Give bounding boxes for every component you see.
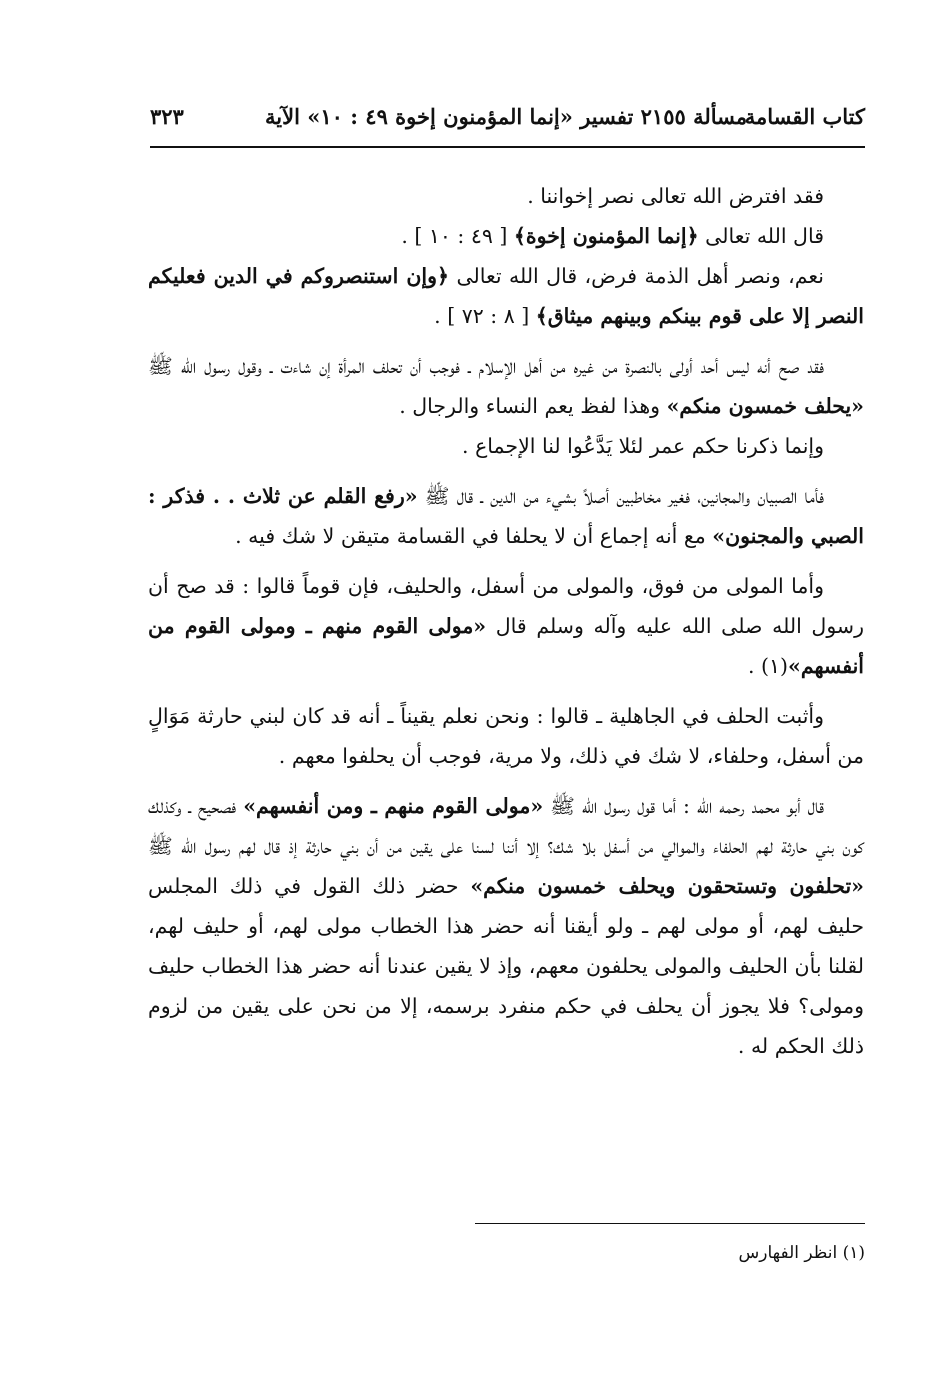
text-run: وهذا لفظ يعم النساء والرجال . xyxy=(399,394,667,418)
header-divider xyxy=(150,146,865,148)
text-run: نعم، ونصر أهل الذمة فرض، قال الله تعالى xyxy=(449,264,825,288)
text-run: وأثبت الحلف في الجاهلية ـ قالوا : ونحن نعلم يقيناً ـ أنه قد كان لبني حارثة مَوَالٍ من أسفل، وحلفاء، لا شك في ذلك، ولا مرية، فوجب أن يحلفوا معهم . xyxy=(148,704,864,768)
paragraph xyxy=(148,696,864,776)
text-run: [ ٨ : ٧٢ ] . xyxy=(434,304,536,328)
text-run: حضر ذلك القول في ذلك المجلس حليف لهم، أو مولى لهم ـ ولو أيقنا أنه حضر هذا الخطاب مولى لهم، أو حليف لهم، لقلنا بأن الحليف والمولى يحلفون معهم، وإذ لا يقين عندنا أنه حضر هذا الخطاب حليف ومولى؟ فلا يجوز أن يحلف في حكم منفرد برسمه، إلا من نحن على يقين من لزوم ذلك الحكم له . xyxy=(148,874,864,1058)
text-run: قال الله تعالى xyxy=(698,224,824,248)
paragraph xyxy=(148,216,864,256)
quoted-text: ﴿وإن استنصروكم في الدين فعليكم النصر إلا على قوم بينكم وبينهم ميثاق﴾ xyxy=(148,264,864,328)
paragraph xyxy=(148,786,864,1066)
paragraph xyxy=(148,176,864,216)
text-run: [ ٤٩ : ١٠ ] . xyxy=(401,224,514,248)
paragraph xyxy=(148,426,864,466)
text-run: (١) . xyxy=(747,654,789,678)
paragraph xyxy=(148,346,864,426)
issue-title: مسألة ٢١٥٥ تفسير «إنما المؤمنون إخوة ٤٩ : ١٠» الآية xyxy=(265,104,748,129)
footnote: (١) انظر الفهارس xyxy=(738,1243,865,1263)
page-number: ٣٢٣ xyxy=(150,104,184,129)
footnote-divider xyxy=(475,1223,865,1224)
quoted-text: «مولى القوم منهم ـ ومن أنفسهم» xyxy=(243,794,544,818)
text-run: فأما الصبيان والمجانين، فغير مخاطبين أصلاً بشيء من الدين ـ قال ﷺ xyxy=(417,484,825,508)
text-run: فصحيح ـ وكذلك كون بني حارثة لهم الحلفاء والموالي من أسفل بلا شك؟ إلا أننا لسنا على يقين من أن بني حارثة إذ قال لهم رسول الله ﷺ xyxy=(148,794,864,858)
quoted-text: «يحلف خمسون منكم» xyxy=(666,394,864,418)
text-run: مع أنه إجماع أن لا يحلفا في القسامة متيقن لا شك فيه . xyxy=(235,524,713,548)
body-text xyxy=(148,176,864,1066)
paragraph xyxy=(148,566,864,686)
quoted-text: «تحلفون وتستحقون ويحلف خمسون منكم» xyxy=(470,874,864,898)
text-run: فقد صح أنه ليس أحد أولى بالنصرة من غيره من أهل الإسلام ـ فوجب أن تحلف المرأة إن شاءت ـ وقول رسول الله ﷺ xyxy=(148,354,824,378)
text-run: فقد افترض الله تعالى نصر إخواننا . xyxy=(527,184,824,208)
paragraph xyxy=(148,476,864,556)
quoted-text: «رفع القلم عن ثلاث . . فذكر : الصبي والمجنون» xyxy=(148,484,864,548)
quoted-text: ﴿إنما المؤمنون إخوة﴾ xyxy=(513,224,699,248)
quoted-text: «مولى القوم منهم ـ ومولى القوم من أنفسهم» xyxy=(148,614,864,678)
text-run: وإنما ذكرنا حكم عمر لئلا يَدَّعُوا لنا الإجماع . xyxy=(462,434,824,458)
paragraph xyxy=(148,256,864,336)
text-run: وأما المولى من فوق، والمولى من أسفل، والحليف، فإن قوماً قالوا : قد صح أن رسول الله صلى الله عليه وآله وسلم قال xyxy=(148,574,864,638)
book-title: كتاب القسامة xyxy=(744,104,865,129)
running-header xyxy=(150,104,865,144)
text-run: قال أبو محمد رحمه الله : أما قول رسول الله ﷺ xyxy=(543,794,824,818)
